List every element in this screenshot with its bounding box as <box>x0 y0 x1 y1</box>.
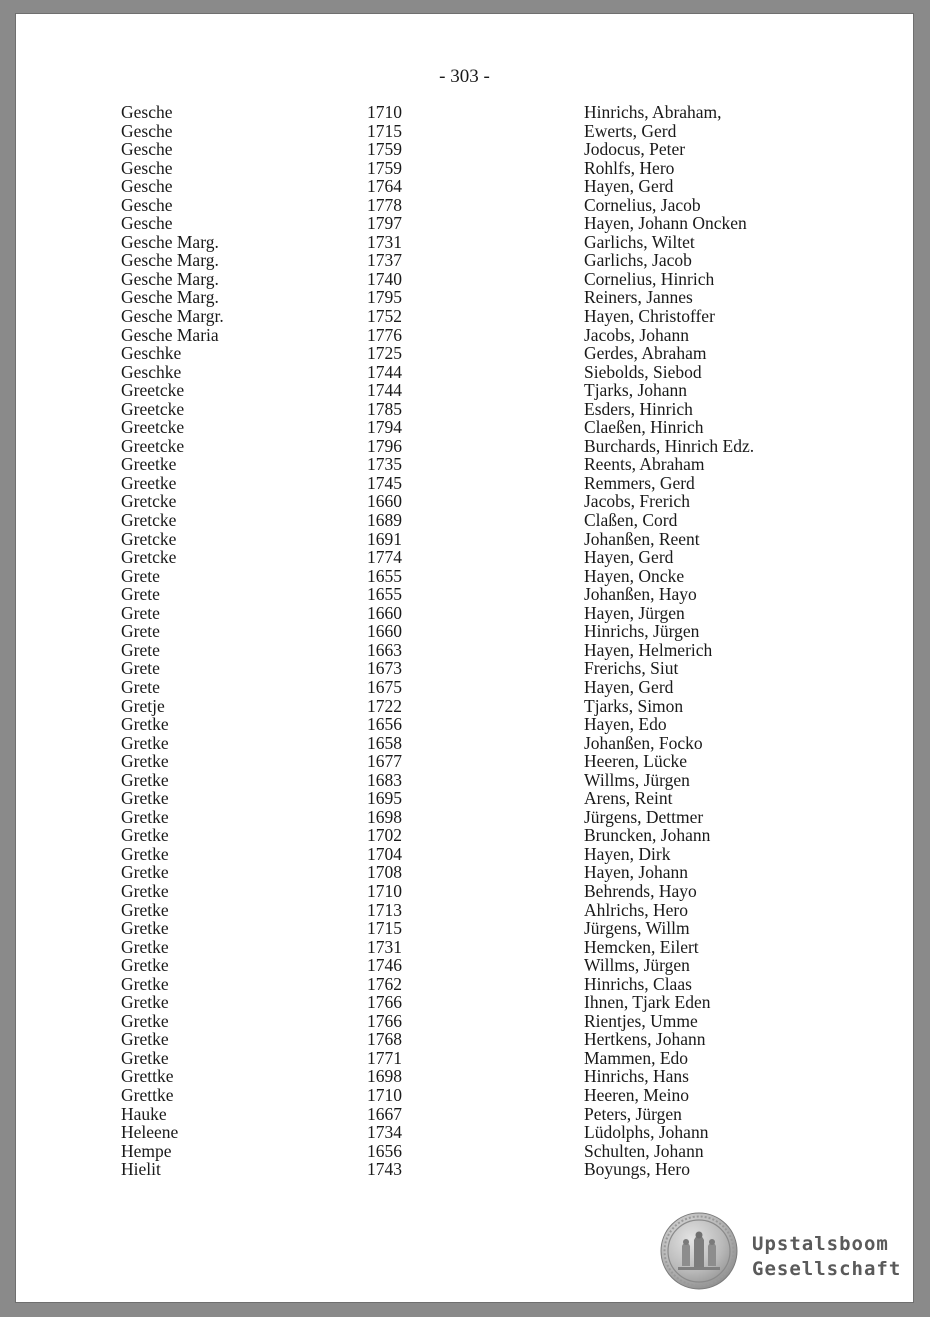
entry-year: 1704 <box>367 843 402 864</box>
entry-year: 1658 <box>367 732 402 753</box>
entry-year: 1710 <box>367 1084 402 1105</box>
entry-row <box>16 678 913 697</box>
entry-given-name: Gretcke <box>121 528 177 549</box>
entry-spouse-name: Cornelius, Jacob <box>584 194 701 215</box>
entry-row <box>16 1160 913 1179</box>
entry-given-name: Gesche <box>121 194 173 215</box>
page-number: - 303 - <box>439 66 490 87</box>
entry-spouse-name: Peters, Jürgen <box>584 1103 682 1124</box>
society-brand <box>752 1232 901 1282</box>
entry-row <box>16 455 913 474</box>
entry-given-name: Hempe <box>121 1140 172 1161</box>
entry-year: 1776 <box>367 324 402 345</box>
entry-row <box>16 808 913 827</box>
entry-spouse-name: Hayen, Johann Oncken <box>584 213 747 234</box>
entry-year: 1660 <box>367 621 402 642</box>
document-page <box>16 14 913 1302</box>
entry-year: 1710 <box>367 880 402 901</box>
entry-spouse-name: Siebolds, Siebod <box>584 361 702 382</box>
entry-row <box>16 697 913 716</box>
entry-row <box>16 659 913 678</box>
entry-year: 1655 <box>367 565 402 586</box>
entry-given-name: Geschke <box>121 343 182 364</box>
entry-spouse-name: Jürgens, Dettmer <box>584 806 704 827</box>
entry-spouse-name: Claßen, Cord <box>584 510 678 531</box>
entry-given-name: Gretke <box>121 843 169 864</box>
entry-given-name: Gretcke <box>121 510 177 531</box>
entry-year: 1689 <box>367 510 402 531</box>
brand-line-2: Gesellschaft <box>752 1258 902 1280</box>
entry-year: 1794 <box>367 417 402 438</box>
entry-row <box>16 752 913 771</box>
entry-row <box>16 1086 913 1105</box>
brand-line-1: Upstalsboom <box>752 1233 889 1255</box>
entry-year: 1785 <box>367 398 402 419</box>
entry-given-name: Gretke <box>121 973 169 994</box>
entry-year: 1660 <box>367 602 402 623</box>
entry-list <box>16 103 913 1179</box>
entry-given-name: Gretke <box>121 955 169 976</box>
entry-given-name: Gesche Marg. <box>121 231 219 252</box>
entry-row <box>16 418 913 437</box>
entry-spouse-name: Cornelius, Hinrich <box>584 268 715 289</box>
entry-year: 1655 <box>367 584 402 605</box>
entry-spouse-name: Johanßen, Reent <box>584 528 700 549</box>
entry-year: 1677 <box>367 751 402 772</box>
entry-spouse-name: Tjarks, Johann <box>584 380 688 401</box>
entry-row <box>16 214 913 233</box>
entry-spouse-name: Remmers, Gerd <box>584 472 695 493</box>
entry-given-name: Gesche Marg. <box>121 287 219 308</box>
entry-spouse-name: Frerichs, Siut <box>584 658 679 679</box>
entry-given-name: Gesche Marg. <box>121 250 219 271</box>
entry-spouse-name: Claeßen, Hinrich <box>584 417 704 438</box>
entry-given-name: Gretke <box>121 769 169 790</box>
entry-year: 1759 <box>367 139 402 160</box>
entry-given-name: Hauke <box>121 1103 167 1124</box>
entry-year: 1715 <box>367 918 402 939</box>
entry-row <box>16 567 913 586</box>
entry-row <box>16 511 913 530</box>
entry-year: 1731 <box>367 936 402 957</box>
entry-row <box>16 307 913 326</box>
entry-spouse-name: Willms, Jürgen <box>584 955 690 976</box>
entry-year: 1745 <box>367 472 402 493</box>
entry-given-name: Gretke <box>121 732 169 753</box>
entry-spouse-name: Schulten, Johann <box>584 1140 704 1161</box>
entry-given-name: Gretcke <box>121 491 177 512</box>
entry-year: 1774 <box>367 547 402 568</box>
entry-row <box>16 1142 913 1161</box>
entry-spouse-name: Jodocus, Peter <box>584 139 686 160</box>
entry-spouse-name: Reiners, Jannes <box>584 287 693 308</box>
entry-spouse-name: Ihnen, Tjark Eden <box>584 992 711 1013</box>
entry-year: 1752 <box>367 306 402 327</box>
entry-given-name: Gretke <box>121 751 169 772</box>
entry-spouse-name: Hayen, Oncke <box>584 565 685 586</box>
entry-year: 1795 <box>367 287 402 308</box>
entry-given-name: Geschke <box>121 361 182 382</box>
entry-given-name: Gretke <box>121 1010 169 1031</box>
entry-year: 1759 <box>367 157 402 178</box>
entry-given-name: Gesche <box>121 176 173 197</box>
entry-year: 1735 <box>367 454 402 475</box>
entry-row <box>16 492 913 511</box>
entry-given-name: Gretke <box>121 992 169 1013</box>
entry-spouse-name: Hinrichs, Abraham, <box>584 102 722 122</box>
entry-row <box>16 1105 913 1124</box>
entry-spouse-name: Heeren, Lücke <box>584 751 687 772</box>
entry-spouse-name: Hayen, Jürgen <box>584 602 685 623</box>
entry-year: 1695 <box>367 788 402 809</box>
entry-given-name: Grettke <box>121 1066 174 1087</box>
entry-spouse-name: Lüdolphs, Johann <box>584 1122 709 1143</box>
entry-given-name: Greetcke <box>121 398 185 419</box>
entry-row <box>16 326 913 345</box>
entry-given-name: Gesche Margr. <box>121 306 224 327</box>
entry-spouse-name: Hertkens, Johann <box>584 1029 706 1050</box>
entry-year: 1667 <box>367 1103 402 1124</box>
entry-year: 1766 <box>367 1010 402 1031</box>
entry-year: 1698 <box>367 806 402 827</box>
entry-spouse-name: Hayen, Johann <box>584 862 689 883</box>
entry-row <box>16 641 913 660</box>
entry-row <box>16 975 913 994</box>
entry-row <box>16 604 913 623</box>
entry-given-name: Heleene <box>121 1122 179 1143</box>
entry-spouse-name: Hayen, Gerd <box>584 176 674 197</box>
entry-row <box>16 845 913 864</box>
entry-row <box>16 288 913 307</box>
entry-given-name: Gretke <box>121 918 169 939</box>
entry-spouse-name: Hinrichs, Jürgen <box>584 621 700 642</box>
entry-year: 1746 <box>367 955 402 976</box>
entry-given-name: Greetke <box>121 454 177 475</box>
entry-spouse-name: Behrends, Hayo <box>584 880 697 901</box>
entry-spouse-name: Johanßen, Hayo <box>584 584 697 605</box>
entry-year: 1725 <box>367 343 402 364</box>
entry-given-name: Gesche <box>121 120 173 141</box>
entry-row <box>16 1067 913 1086</box>
entry-row <box>16 826 913 845</box>
entry-row <box>16 233 913 252</box>
entry-year: 1778 <box>367 194 402 215</box>
entry-year: 1722 <box>367 695 402 716</box>
entry-year: 1673 <box>367 658 402 679</box>
entry-row <box>16 548 913 567</box>
entry-given-name: Gretke <box>121 936 169 957</box>
entry-row <box>16 993 913 1012</box>
entry-year: 1715 <box>367 120 402 141</box>
entry-row <box>16 771 913 790</box>
entry-year: 1744 <box>367 361 402 382</box>
entry-year: 1656 <box>367 1140 402 1161</box>
entry-year: 1743 <box>367 1159 402 1180</box>
entry-row <box>16 363 913 382</box>
entry-row <box>16 715 913 734</box>
entry-year: 1740 <box>367 268 402 289</box>
entry-given-name: Gretke <box>121 1029 169 1050</box>
entry-year: 1710 <box>367 102 402 122</box>
entry-year: 1796 <box>367 435 402 456</box>
entry-given-name: Grete <box>121 584 160 605</box>
entry-spouse-name: Mammen, Edo <box>584 1047 689 1068</box>
entry-year: 1675 <box>367 676 402 697</box>
entry-row <box>16 400 913 419</box>
entry-spouse-name: Ewerts, Gerd <box>584 120 677 141</box>
society-seal-icon <box>660 1212 738 1290</box>
entry-given-name: Gretke <box>121 825 169 846</box>
entry-year: 1663 <box>367 639 402 660</box>
entry-given-name: Gretke <box>121 899 169 920</box>
entry-given-name: Grete <box>121 565 160 586</box>
entry-given-name: Grete <box>121 621 160 642</box>
entry-given-name: Grete <box>121 602 160 623</box>
entry-year: 1764 <box>367 176 402 197</box>
entry-spouse-name: Reents, Abraham <box>584 454 705 475</box>
entry-row <box>16 437 913 456</box>
entry-row <box>16 474 913 493</box>
entry-spouse-name: Arens, Reint <box>584 788 673 809</box>
entry-given-name: Gretke <box>121 788 169 809</box>
entry-given-name: Gretje <box>121 695 165 716</box>
entry-spouse-name: Heeren, Meino <box>584 1084 689 1105</box>
entry-given-name: Grettke <box>121 1084 174 1105</box>
entry-row <box>16 734 913 753</box>
entry-given-name: Gretke <box>121 714 169 735</box>
entry-given-name: Hielit <box>121 1159 161 1180</box>
entry-year: 1656 <box>367 714 402 735</box>
entry-given-name: Gesche <box>121 102 173 122</box>
entry-year: 1708 <box>367 862 402 883</box>
entry-year: 1744 <box>367 380 402 401</box>
entry-row <box>16 251 913 270</box>
entry-spouse-name: Hayen, Christoffer <box>584 306 715 327</box>
entry-row <box>16 140 913 159</box>
entry-row <box>16 159 913 178</box>
entry-row <box>16 622 913 641</box>
entry-year: 1698 <box>367 1066 402 1087</box>
entry-given-name: Gesche <box>121 139 173 160</box>
entry-year: 1734 <box>367 1122 402 1143</box>
entry-given-name: Greetcke <box>121 380 185 401</box>
entry-given-name: Gretke <box>121 880 169 901</box>
entry-spouse-name: Garlichs, Wiltet <box>584 231 695 252</box>
entry-spouse-name: Tjarks, Simon <box>584 695 684 716</box>
entry-spouse-name: Hayen, Edo <box>584 714 667 735</box>
entry-row <box>16 1123 913 1142</box>
entry-spouse-name: Boyungs, Hero <box>584 1159 690 1180</box>
entry-spouse-name: Jacobs, Frerich <box>584 491 690 512</box>
entry-row <box>16 381 913 400</box>
entry-year: 1766 <box>367 992 402 1013</box>
entry-row <box>16 956 913 975</box>
entry-year: 1691 <box>367 528 402 549</box>
entry-spouse-name: Esders, Hinrich <box>584 398 693 419</box>
entry-spouse-name: Hinrichs, Hans <box>584 1066 689 1087</box>
entry-row <box>16 196 913 215</box>
entry-row <box>16 919 913 938</box>
entry-given-name: Gretke <box>121 1047 169 1068</box>
entry-given-name: Gesche <box>121 213 173 234</box>
entry-year: 1713 <box>367 899 402 920</box>
entry-year: 1731 <box>367 231 402 252</box>
entry-year: 1737 <box>367 250 402 271</box>
entry-given-name: Grete <box>121 676 160 697</box>
entry-given-name: Gesche Maria <box>121 324 219 345</box>
entry-spouse-name: Rohlfs, Hero <box>584 157 675 178</box>
entry-row <box>16 882 913 901</box>
entry-spouse-name: Hayen, Gerd <box>584 676 674 697</box>
entry-row <box>16 270 913 289</box>
entry-given-name: Grete <box>121 658 160 679</box>
entry-spouse-name: Johanßen, Focko <box>584 732 703 753</box>
entry-row <box>16 177 913 196</box>
entry-row <box>16 530 913 549</box>
entry-year: 1768 <box>367 1029 402 1050</box>
entry-year: 1660 <box>367 491 402 512</box>
entry-given-name: Gretcke <box>121 547 177 568</box>
entry-given-name: Grete <box>121 639 160 660</box>
entry-spouse-name: Garlichs, Jacob <box>584 250 692 271</box>
entry-row <box>16 901 913 920</box>
entry-spouse-name: Burchards, Hinrich Edz. <box>584 435 755 456</box>
entry-row <box>16 1030 913 1049</box>
entry-spouse-name: Rientjes, Umme <box>584 1010 698 1031</box>
entry-spouse-name: Hinrichs, Claas <box>584 973 692 994</box>
entry-given-name: Gesche Marg. <box>121 268 219 289</box>
entry-year: 1762 <box>367 973 402 994</box>
entry-spouse-name: Hayen, Gerd <box>584 547 674 568</box>
entry-given-name: Gretke <box>121 862 169 883</box>
entry-spouse-name: Gerdes, Abraham <box>584 343 707 364</box>
entry-given-name: Greetcke <box>121 417 185 438</box>
entry-given-name: Greetke <box>121 472 177 493</box>
entry-year: 1771 <box>367 1047 402 1068</box>
entry-spouse-name: Hemcken, Eilert <box>584 936 699 957</box>
entry-year: 1683 <box>367 769 402 790</box>
entry-spouse-name: Hayen, Helmerich <box>584 639 713 660</box>
entry-spouse-name: Hayen, Dirk <box>584 843 671 864</box>
entry-row <box>16 103 913 122</box>
entry-year: 1702 <box>367 825 402 846</box>
entry-row <box>16 863 913 882</box>
entry-spouse-name: Willms, Jürgen <box>584 769 690 790</box>
entry-spouse-name: Jürgens, Willm <box>584 918 690 939</box>
entry-row <box>16 585 913 604</box>
entry-row <box>16 789 913 808</box>
entry-spouse-name: Bruncken, Johann <box>584 825 711 846</box>
entry-row <box>16 344 913 363</box>
entry-row <box>16 1012 913 1031</box>
entry-year: 1797 <box>367 213 402 234</box>
entry-given-name: Gretke <box>121 806 169 827</box>
entry-row <box>16 938 913 957</box>
entry-given-name: Greetcke <box>121 435 185 456</box>
entry-row <box>16 1049 913 1068</box>
entry-row <box>16 122 913 141</box>
entry-spouse-name: Jacobs, Johann <box>584 324 689 345</box>
entry-spouse-name: Ahlrichs, Hero <box>584 899 689 920</box>
entry-given-name: Gesche <box>121 157 173 178</box>
